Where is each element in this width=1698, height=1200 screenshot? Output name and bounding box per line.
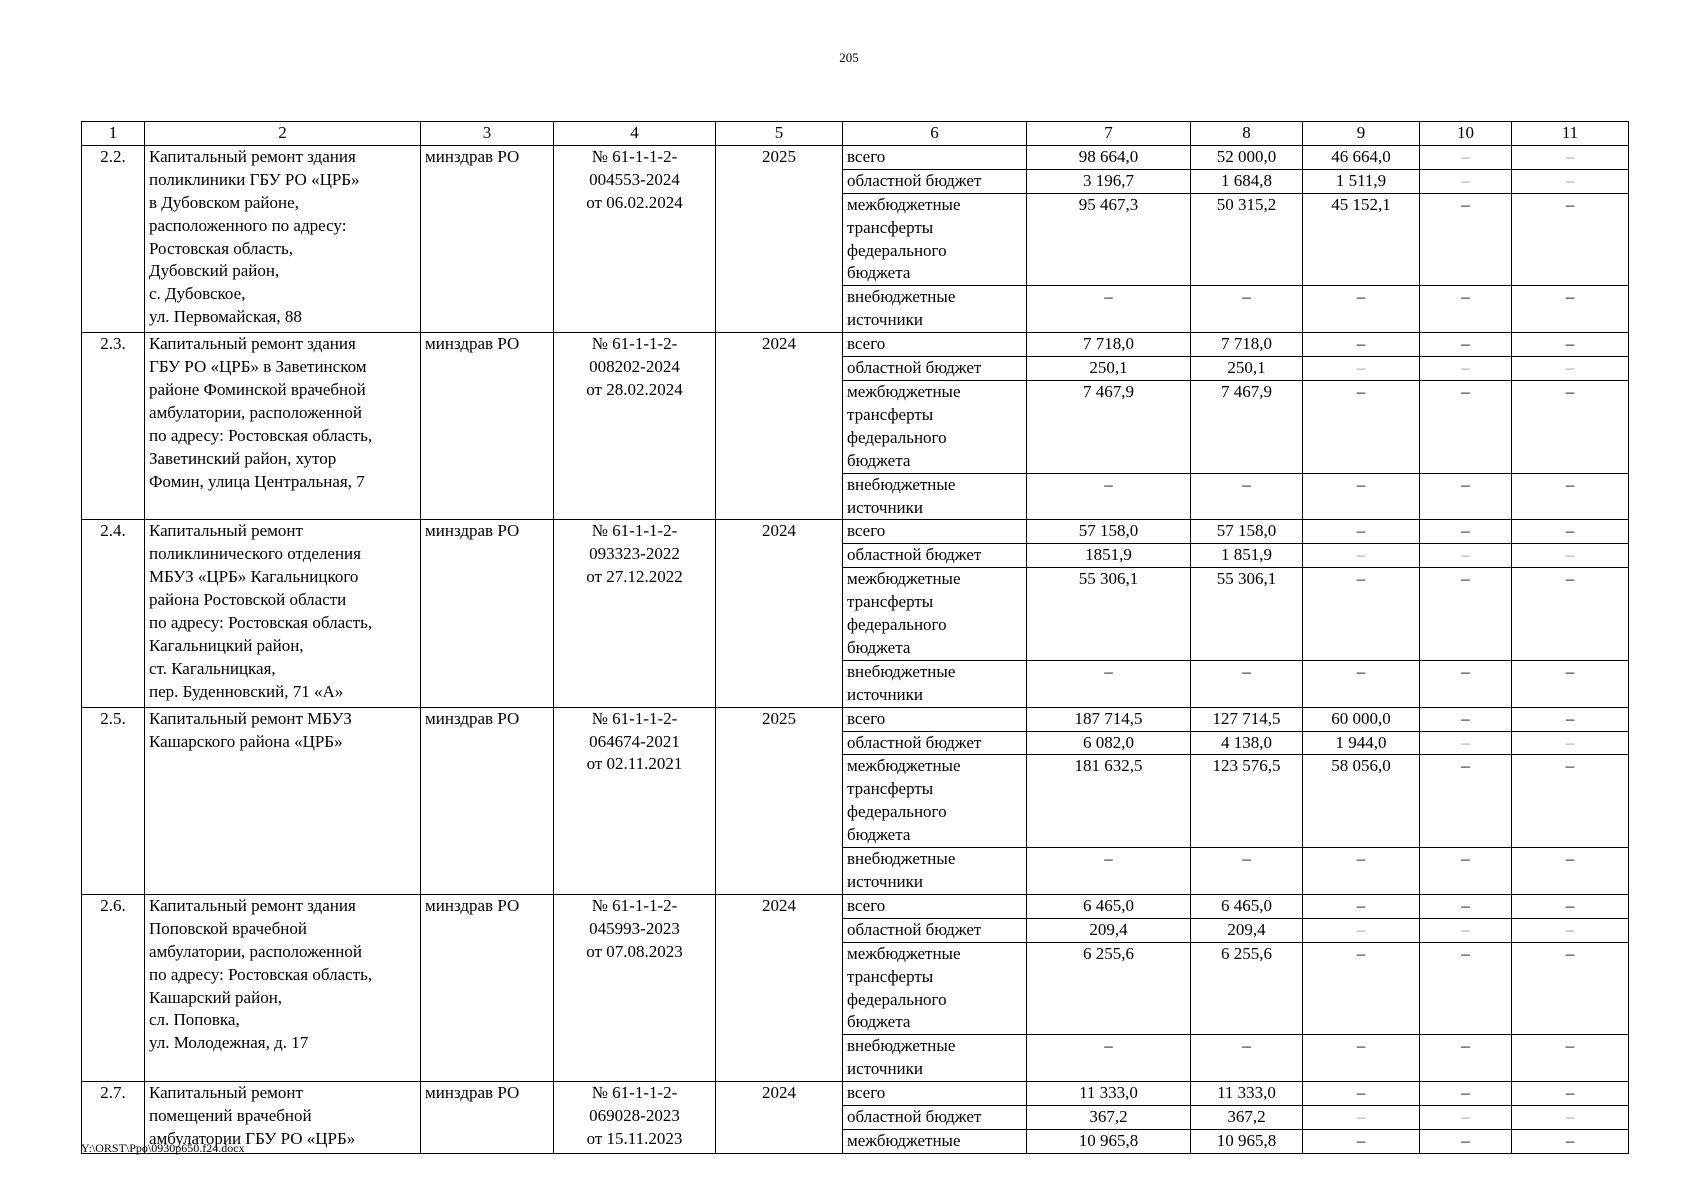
amount-10: –: [1420, 1035, 1512, 1082]
funding-source: [843, 660, 1027, 707]
completion-year: 2025: [716, 145, 843, 332]
funding-source: [843, 1129, 1027, 1153]
amount-10: –: [1420, 848, 1512, 895]
object-description-line: с. Дубовское,: [149, 284, 246, 304]
amount-10: –: [1420, 1106, 1512, 1130]
funding-source-line: источники: [847, 310, 924, 330]
amount-8: 52 000,0: [1191, 145, 1303, 169]
funding-source: [843, 169, 1027, 193]
object-description-line: поликлинического отделения: [149, 544, 361, 564]
amount-8: –: [1191, 660, 1303, 707]
expertise-doc-line: от 06.02.2024: [586, 192, 683, 212]
funding-source-line: федерального: [847, 802, 947, 822]
responsible-org: минздрав РО: [421, 707, 554, 894]
funding-source: [843, 333, 1027, 357]
amount-11: –: [1512, 894, 1629, 918]
funding-source-line: внебюджетные: [847, 474, 956, 494]
amount-9: –: [1303, 568, 1420, 661]
funding-source: [843, 145, 1027, 169]
amount-9: –: [1303, 848, 1420, 895]
amount-8: 10 965,8: [1191, 1129, 1303, 1153]
funding-source-line: внебюджетные: [847, 661, 956, 681]
amount-8: 50 315,2: [1191, 193, 1303, 286]
column-header: 9: [1303, 122, 1420, 146]
amount-10: –: [1420, 1082, 1512, 1106]
financing-table: [81, 121, 1629, 1154]
footer-file-path: Y:\ORST\Ppo\0930p650.f24.docx: [81, 1141, 245, 1155]
amount-9: –: [1303, 1035, 1420, 1082]
amount-8: –: [1191, 848, 1303, 895]
expertise-doc-line: от 07.08.2023: [586, 941, 683, 961]
expertise-doc: [554, 520, 716, 707]
funding-source-line: внебюджетные: [847, 1036, 956, 1056]
funding-source: [843, 942, 1027, 1035]
column-header: 11: [1512, 122, 1629, 146]
completion-year: 2024: [716, 333, 843, 520]
funding-source: [843, 1082, 1027, 1106]
completion-year: 2024: [716, 894, 843, 1081]
amount-7: 187 714,5: [1027, 707, 1191, 731]
funding-source: [843, 918, 1027, 942]
responsible-org: минздрав РО: [421, 520, 554, 707]
funding-source: [843, 1106, 1027, 1130]
funding-source-line: всего: [847, 146, 886, 166]
amount-11: –: [1512, 1082, 1629, 1106]
funding-source-line: источники: [847, 684, 924, 704]
amount-7: 1851,9: [1027, 544, 1191, 568]
amount-7: 95 467,3: [1027, 193, 1191, 286]
amount-9: –: [1303, 286, 1420, 333]
object-description: [145, 707, 421, 894]
amount-8: 4 138,0: [1191, 731, 1303, 755]
expertise-doc-line: № 61-1-1-2-: [591, 334, 678, 354]
object-description: [145, 520, 421, 707]
funding-source: [843, 568, 1027, 661]
amount-9: –: [1303, 918, 1420, 942]
amount-9: 45 152,1: [1303, 193, 1420, 286]
expertise-doc-line: 045993-2023: [589, 918, 680, 938]
amount-9: 46 664,0: [1303, 145, 1420, 169]
amount-10: –: [1420, 169, 1512, 193]
funding-source-line: трансферты: [847, 404, 934, 424]
object-description-line: пер. Буденновский, 71 «А»: [149, 681, 344, 701]
funding-source: [843, 1035, 1027, 1082]
amount-7: 98 664,0: [1027, 145, 1191, 169]
amount-7: 7 467,9: [1027, 380, 1191, 473]
funding-source: [843, 848, 1027, 895]
column-header: 6: [843, 122, 1027, 146]
object-description-line: по адресу: Ростовская область,: [149, 964, 373, 984]
amount-11: –: [1512, 1035, 1629, 1082]
amount-9: –: [1303, 1082, 1420, 1106]
amount-7: –: [1027, 1035, 1191, 1082]
item-number: 2.2.: [82, 145, 145, 332]
completion-year: 2024: [716, 520, 843, 707]
amount-8: 209,4: [1191, 918, 1303, 942]
amount-8: 6 465,0: [1191, 894, 1303, 918]
amount-11: –: [1512, 1129, 1629, 1153]
funding-source-line: источники: [847, 1059, 924, 1079]
object-description-line: Поповской врачебной: [149, 918, 307, 938]
expertise-doc-line: 064674-2021: [589, 731, 680, 751]
completion-year: 2024: [716, 1082, 843, 1154]
amount-10: –: [1420, 145, 1512, 169]
amount-9: –: [1303, 473, 1420, 520]
amount-9: –: [1303, 520, 1420, 544]
amount-7: 250,1: [1027, 357, 1191, 381]
amount-9: –: [1303, 894, 1420, 918]
table-row: [82, 333, 1629, 357]
responsible-org: минздрав РО: [421, 145, 554, 332]
funding-source-line: межбюджетные: [847, 194, 961, 214]
object-description-line: района Ростовской области: [149, 590, 347, 610]
amount-8: 11 333,0: [1191, 1082, 1303, 1106]
column-header: 5: [716, 122, 843, 146]
column-header: 2: [145, 122, 421, 146]
amount-10: –: [1420, 755, 1512, 848]
amount-11: –: [1512, 707, 1629, 731]
amount-11: –: [1512, 544, 1629, 568]
amount-11: –: [1512, 755, 1629, 848]
object-description: [145, 145, 421, 332]
funding-source-line: внебюджетные: [847, 849, 956, 869]
expertise-doc: [554, 894, 716, 1081]
expertise-doc-line: № 61-1-1-2-: [591, 708, 678, 728]
amount-10: –: [1420, 544, 1512, 568]
object-description-line: расположенного по адресу:: [149, 215, 347, 235]
amount-7: 11 333,0: [1027, 1082, 1191, 1106]
amount-7: 57 158,0: [1027, 520, 1191, 544]
funding-source-line: межбюджетные: [847, 569, 961, 589]
object-description-line: по адресу: Ростовская область,: [149, 613, 373, 633]
amount-8: –: [1191, 1035, 1303, 1082]
funding-source-line: источники: [847, 497, 924, 517]
funding-source-line: областной бюджет: [847, 919, 982, 939]
object-description-line: Капитальный ремонт здания: [149, 895, 356, 915]
funding-source: [843, 707, 1027, 731]
amount-9: –: [1303, 660, 1420, 707]
funding-source: [843, 473, 1027, 520]
object-description-line: районе Фоминской врачебной: [149, 379, 366, 399]
expertise-doc-line: № 61-1-1-2-: [591, 521, 678, 541]
object-description-line: сл. Поповка,: [149, 1010, 240, 1030]
object-description-line: Дубовский район,: [149, 261, 280, 281]
funding-source: [843, 731, 1027, 755]
amount-9: –: [1303, 544, 1420, 568]
table-row: [82, 707, 1629, 731]
funding-source-line: всего: [847, 895, 886, 915]
funding-source: [843, 380, 1027, 473]
funding-source: [843, 544, 1027, 568]
amount-10: –: [1420, 333, 1512, 357]
amount-8: 55 306,1: [1191, 568, 1303, 661]
amount-7: 3 196,7: [1027, 169, 1191, 193]
amount-7: 55 306,1: [1027, 568, 1191, 661]
amount-7: –: [1027, 473, 1191, 520]
amount-9: 60 000,0: [1303, 707, 1420, 731]
funding-source: [843, 286, 1027, 333]
funding-source-line: бюджета: [847, 450, 911, 470]
funding-source-line: федерального: [847, 240, 947, 260]
object-description-line: Капитальный ремонт здания: [149, 334, 356, 354]
amount-8: 250,1: [1191, 357, 1303, 381]
column-header: 1: [82, 122, 145, 146]
expertise-doc-line: № 61-1-1-2-: [591, 895, 678, 915]
object-description-line: по адресу: Ростовская область,: [149, 425, 373, 445]
responsible-org: минздрав РО: [421, 894, 554, 1081]
funding-source-line: источники: [847, 872, 924, 891]
object-description-line: Капитальный ремонт: [149, 1083, 303, 1103]
item-number: 2.4.: [82, 520, 145, 707]
header-row: [82, 122, 1629, 146]
expertise-doc-line: № 61-1-1-2-: [591, 1083, 678, 1103]
funding-source-line: всего: [847, 1083, 886, 1103]
amount-8: 1 684,8: [1191, 169, 1303, 193]
amount-10: –: [1420, 357, 1512, 381]
object-description-line: ГБУ РО «ЦРБ» в Заветинском: [149, 357, 367, 377]
funding-source-line: бюджета: [847, 637, 911, 657]
object-description-line: ст. Кагальницкая,: [149, 658, 276, 678]
amount-9: 58 056,0: [1303, 755, 1420, 848]
object-description-line: Кашарского района «ЦРБ»: [149, 731, 343, 751]
amount-11: –: [1512, 145, 1629, 169]
object-description-line: Капитальный ремонт: [149, 521, 303, 541]
object-description-line: ул. Первомайская, 88: [149, 307, 302, 327]
amount-8: 1 851,9: [1191, 544, 1303, 568]
expertise-doc-line: от 15.11.2023: [586, 1128, 683, 1148]
amount-7: 209,4: [1027, 918, 1191, 942]
expertise-doc-line: от 02.11.2021: [586, 754, 683, 774]
item-number: 2.3.: [82, 333, 145, 520]
amount-11: –: [1512, 1106, 1629, 1130]
amount-10: –: [1420, 918, 1512, 942]
completion-year: 2025: [716, 707, 843, 894]
object-description-line: ул. Молодежная, д. 17: [149, 1033, 309, 1053]
amount-8: 7 467,9: [1191, 380, 1303, 473]
funding-source-line: межбюджетные: [847, 943, 961, 963]
funding-source-line: всего: [847, 334, 886, 354]
amount-8: 127 714,5: [1191, 707, 1303, 731]
responsible-org: минздрав РО: [421, 1082, 554, 1154]
object-description-line: Ростовская область,: [149, 238, 294, 258]
amount-9: –: [1303, 1129, 1420, 1153]
amount-11: –: [1512, 731, 1629, 755]
object-description-line: Капитальный ремонт здания: [149, 146, 356, 166]
amount-10: –: [1420, 520, 1512, 544]
funding-source-line: трансферты: [847, 592, 934, 612]
amount-10: –: [1420, 380, 1512, 473]
funding-source-line: межбюджетные: [847, 381, 961, 401]
expertise-doc-line: 093323-2022: [589, 544, 680, 564]
amount-10: –: [1420, 731, 1512, 755]
amount-10: –: [1420, 568, 1512, 661]
amount-10: –: [1420, 1129, 1512, 1153]
funding-source-line: областной бюджет: [847, 170, 982, 190]
funding-source-line: федерального: [847, 427, 947, 447]
funding-source-line: федерального: [847, 989, 947, 1009]
table-row: [82, 520, 1629, 544]
amount-11: –: [1512, 193, 1629, 286]
amount-7: 6 082,0: [1027, 731, 1191, 755]
object-description-line: Фомин, улица Центральная, 7: [149, 471, 365, 491]
funding-source-line: бюджета: [847, 263, 911, 283]
funding-source-line: трансферты: [847, 966, 934, 986]
amount-9: –: [1303, 942, 1420, 1035]
amount-7: 367,2: [1027, 1106, 1191, 1130]
amount-9: –: [1303, 357, 1420, 381]
column-header: 3: [421, 122, 554, 146]
amount-8: –: [1191, 473, 1303, 520]
object-description-line: Кагальницкий район,: [149, 635, 304, 655]
funding-source-line: областной бюджет: [847, 732, 982, 752]
funding-source-line: бюджета: [847, 1012, 911, 1032]
amount-9: –: [1303, 333, 1420, 357]
amount-11: –: [1512, 660, 1629, 707]
expertise-doc-line: 008202-2024: [589, 357, 680, 377]
amount-8: –: [1191, 286, 1303, 333]
column-header: 10: [1420, 122, 1512, 146]
funding-source-line: трансферты: [847, 217, 934, 237]
amount-10: –: [1420, 894, 1512, 918]
expertise-doc: [554, 707, 716, 894]
object-description: [145, 333, 421, 520]
object-description-line: МБУЗ «ЦРБ» Кагальницкого: [149, 567, 359, 587]
amount-10: –: [1420, 473, 1512, 520]
page-number: 205: [839, 50, 859, 65]
funding-source-line: бюджета: [847, 825, 911, 845]
amount-9: 1 511,9: [1303, 169, 1420, 193]
funding-source-line: трансферты: [847, 779, 934, 799]
object-description-line: Заветинский район, хутор: [149, 448, 337, 468]
amount-8: 367,2: [1191, 1106, 1303, 1130]
funding-source-line: областной бюджет: [847, 358, 982, 378]
amount-10: –: [1420, 193, 1512, 286]
object-description-line: амбулатории, расположенной: [149, 402, 362, 422]
funding-source: [843, 755, 1027, 848]
amount-8: 57 158,0: [1191, 520, 1303, 544]
amount-10: –: [1420, 707, 1512, 731]
column-header: 4: [554, 122, 716, 146]
funding-source-line: межбюджетные: [847, 756, 961, 776]
amount-7: 6 465,0: [1027, 894, 1191, 918]
object-description-line: Кашарский район,: [149, 987, 283, 1007]
object-description-line: помещений врачебной: [149, 1106, 312, 1126]
item-number: 2.5.: [82, 707, 145, 894]
funding-source-line: всего: [847, 708, 886, 728]
funding-source-line: федерального: [847, 615, 947, 635]
funding-source-line: межбюджетные: [847, 1130, 961, 1150]
table-row: [82, 894, 1629, 918]
amount-11: –: [1512, 848, 1629, 895]
amount-8: 6 255,6: [1191, 942, 1303, 1035]
amount-11: –: [1512, 380, 1629, 473]
amount-11: –: [1512, 286, 1629, 333]
expertise-doc-line: от 28.02.2024: [586, 379, 683, 399]
amount-8: 7 718,0: [1191, 333, 1303, 357]
amount-11: –: [1512, 942, 1629, 1035]
column-header: 8: [1191, 122, 1303, 146]
amount-7: –: [1027, 660, 1191, 707]
amount-11: –: [1512, 357, 1629, 381]
funding-source-line: всего: [847, 521, 886, 541]
amount-11: –: [1512, 473, 1629, 520]
amount-11: –: [1512, 520, 1629, 544]
object-description-line: амбулатории, расположенной: [149, 941, 362, 961]
amount-7: 7 718,0: [1027, 333, 1191, 357]
amount-10: –: [1420, 942, 1512, 1035]
column-header: 7: [1027, 122, 1191, 146]
funding-source-line: областной бюджет: [847, 1107, 982, 1127]
item-number: 2.6.: [82, 894, 145, 1081]
expertise-doc: [554, 333, 716, 520]
expertise-doc-line: 069028-2023: [589, 1106, 680, 1126]
amount-10: –: [1420, 286, 1512, 333]
funding-source: [843, 193, 1027, 286]
amount-11: –: [1512, 333, 1629, 357]
object-description: [145, 894, 421, 1081]
amount-7: 6 255,6: [1027, 942, 1191, 1035]
object-description-line: амбулатории ГБУ РО «ЦРБ»: [149, 1128, 356, 1148]
amount-7: 10 965,8: [1027, 1129, 1191, 1153]
object-description-line: Капитальный ремонт МБУЗ: [149, 708, 352, 728]
amount-7: –: [1027, 286, 1191, 333]
expertise-doc-line: № 61-1-1-2-: [591, 146, 678, 166]
expertise-doc: [554, 1082, 716, 1154]
responsible-org: минздрав РО: [421, 333, 554, 520]
object-description-line: поликлиники ГБУ РО «ЦРБ»: [149, 169, 360, 189]
amount-9: –: [1303, 380, 1420, 473]
funding-source: [843, 357, 1027, 381]
item-number: 2.7.: [82, 1082, 145, 1154]
amount-9: 1 944,0: [1303, 731, 1420, 755]
funding-source-line: внебюджетные: [847, 287, 956, 307]
funding-source: [843, 520, 1027, 544]
funding-source: [843, 894, 1027, 918]
expertise-doc-line: 004553-2024: [589, 169, 680, 189]
amount-7: –: [1027, 848, 1191, 895]
amount-9: –: [1303, 1106, 1420, 1130]
amount-7: 181 632,5: [1027, 755, 1191, 848]
amount-11: –: [1512, 918, 1629, 942]
amount-10: –: [1420, 660, 1512, 707]
expertise-doc-line: от 27.12.2022: [586, 567, 683, 587]
amount-11: –: [1512, 169, 1629, 193]
amount-11: –: [1512, 568, 1629, 661]
amount-8: 123 576,5: [1191, 755, 1303, 848]
table-row: [82, 145, 1629, 169]
object-description-line: в Дубовском районе,: [149, 192, 299, 212]
funding-source-line: областной бюджет: [847, 545, 982, 565]
table-row: [82, 1082, 1629, 1106]
expertise-doc: [554, 145, 716, 332]
